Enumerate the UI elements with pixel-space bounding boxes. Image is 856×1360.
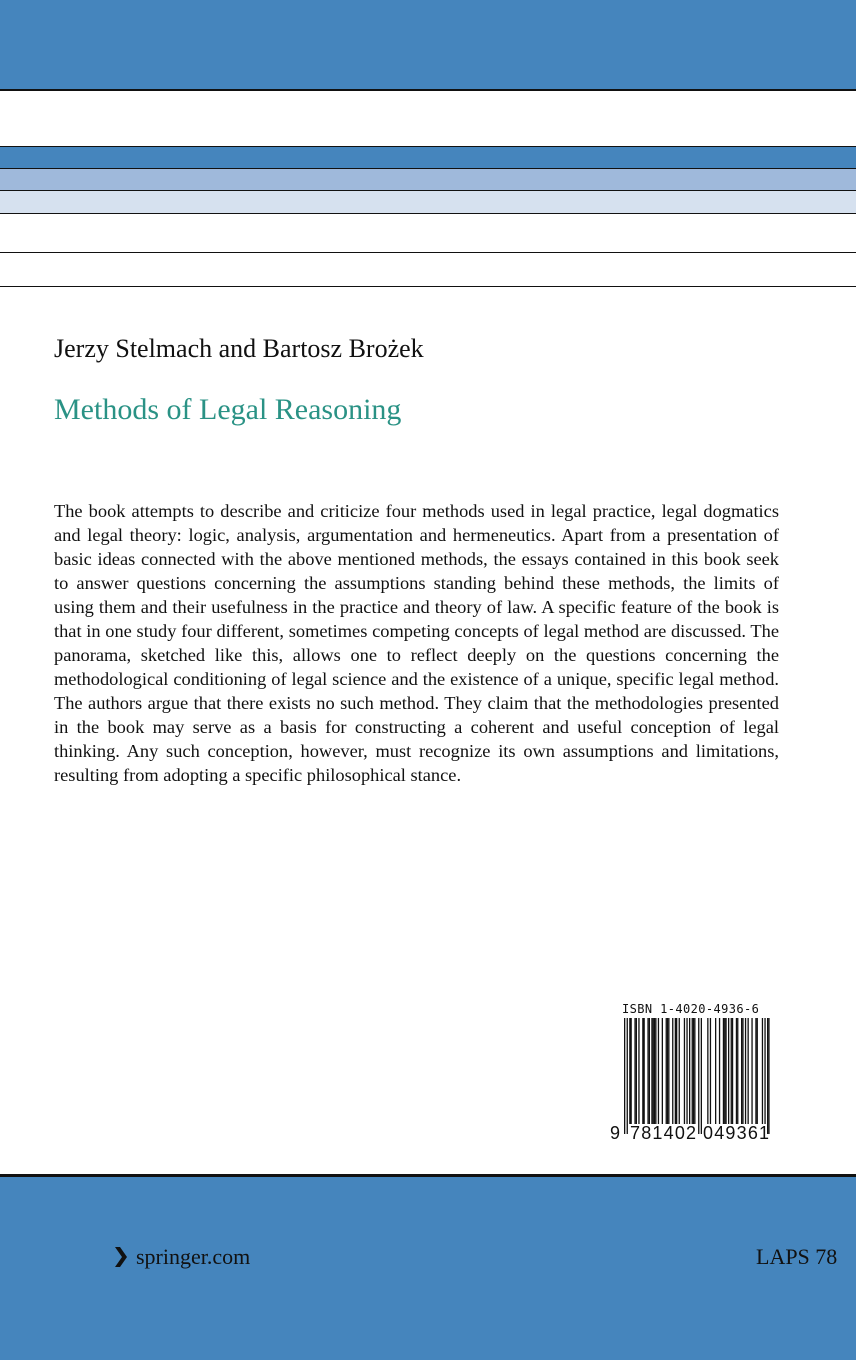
barcode-bar: [728, 1018, 729, 1124]
barcode-bar: [686, 1018, 687, 1124]
barcode-bar: [751, 1018, 752, 1124]
barcode-bar: [757, 1018, 758, 1124]
barcode-bar: [755, 1018, 756, 1124]
chevron-right-icon: [114, 1246, 128, 1268]
book-authors: Jerzy Stelmach and Bartosz Brożek: [54, 334, 424, 363]
barcode-digits-left: 781402: [630, 1123, 698, 1143]
barcode-bar: [689, 1018, 690, 1124]
barcode-bar: [762, 1018, 763, 1124]
barcode-bar: [742, 1018, 743, 1124]
barcode-bar: [658, 1018, 659, 1124]
barcode-bar: [655, 1018, 656, 1124]
barcode-bar: [684, 1018, 685, 1124]
barcode-digits: [606, 1123, 782, 1147]
barcode-bar: [767, 1018, 768, 1134]
barcode-bar: [694, 1018, 695, 1124]
barcode-bar: [627, 1018, 628, 1134]
barcode-bar: [668, 1018, 669, 1124]
barcode-bar: [710, 1018, 711, 1124]
barcode-bar: [636, 1018, 637, 1124]
barcode-bar: [666, 1018, 667, 1124]
publisher-link[interactable]: [114, 1244, 250, 1270]
barcode-bar: [634, 1018, 635, 1124]
barcode-bar: [653, 1018, 654, 1124]
barcode-bar: [649, 1018, 650, 1124]
barcode-bar: [667, 1018, 668, 1124]
barcode-bar: [748, 1018, 749, 1124]
book-description: The book attempts to describe and criticize four methods used in legal practice, legal dogmatics and legal theory: logic, analysis, argumentation and hermeneutics. Apart from a presentation of basic ideas connected with the above mentioned methods, the essays contained in this book seek to answer questions concerning the assumptions standing behind these methods, the limits of using them and their usefulness in the practice and theory of law. A specific feature of the book is that in one study four different, sometimes competing concepts of legal method are discussed. The panorama, sketched like this, allows one to reflect deeply on the questions concerning the methodological conditioning of legal science and the existence of a unique, specific legal method. The authors argue that there exists no such method. They claim that the methodologies presented in the book may serve as a basis for constructing a coherent and useful conception of legal thinking. Any such conception, however, must recognize its own assumptions and limitations, resulting from adopting a specific philosophical stance.: [54, 501, 779, 785]
barcode-bar: [676, 1018, 677, 1124]
barcode-bar: [629, 1018, 630, 1124]
barcode-bar: [692, 1018, 693, 1124]
series-label: LAPS 78: [756, 1244, 838, 1269]
publisher-url: springer.com: [136, 1244, 251, 1269]
barcode-bar: [647, 1018, 648, 1124]
barcode-bars: [624, 1018, 776, 1134]
isbn-barcode: [606, 1002, 782, 1148]
isbn-label: ISBN 1-4020-4936-6: [622, 1002, 760, 1016]
book-title: Methods of Legal Reasoning: [54, 393, 402, 426]
divider-rule: [0, 286, 856, 287]
barcode-bar: [715, 1018, 716, 1124]
barcode-digit-lead: 9: [610, 1123, 622, 1143]
barcode-bar: [693, 1018, 694, 1124]
barcode-bar: [736, 1018, 737, 1124]
barcode-bar: [732, 1018, 733, 1124]
barcode-bar: [644, 1018, 645, 1124]
barcode-bar: [654, 1018, 655, 1124]
stripe-dark: [0, 146, 856, 169]
barcode-bar: [724, 1018, 725, 1124]
top-color-band: [0, 0, 856, 91]
barcode-bar: [731, 1018, 732, 1124]
barcode-bar: [768, 1018, 769, 1134]
barcode-bar: [701, 1018, 702, 1134]
barcode-bar: [719, 1018, 720, 1124]
stripe-medium: [0, 169, 856, 191]
barcode-bar: [723, 1018, 724, 1124]
barcode-digits-right: 049361: [703, 1123, 771, 1143]
barcode-bar: [672, 1018, 673, 1124]
stripe-light: [0, 191, 856, 214]
barcode-bar: [679, 1018, 680, 1124]
barcode-bar: [662, 1018, 663, 1124]
barcode-bar: [764, 1018, 765, 1124]
barcode-bar: [675, 1018, 676, 1124]
barcode-bar: [698, 1018, 699, 1134]
barcode-bar: [651, 1018, 652, 1124]
barcode-bar: [745, 1018, 746, 1124]
barcode-bar: [707, 1018, 708, 1124]
barcode-bar: [725, 1018, 726, 1124]
barcode-bar: [642, 1018, 643, 1124]
barcode-bar: [631, 1018, 632, 1124]
barcode-bar: [638, 1018, 639, 1124]
barcode-bar: [737, 1018, 738, 1124]
barcode-bar: [741, 1018, 742, 1124]
barcode-bar: [624, 1018, 625, 1134]
divider-rule: [0, 252, 856, 253]
